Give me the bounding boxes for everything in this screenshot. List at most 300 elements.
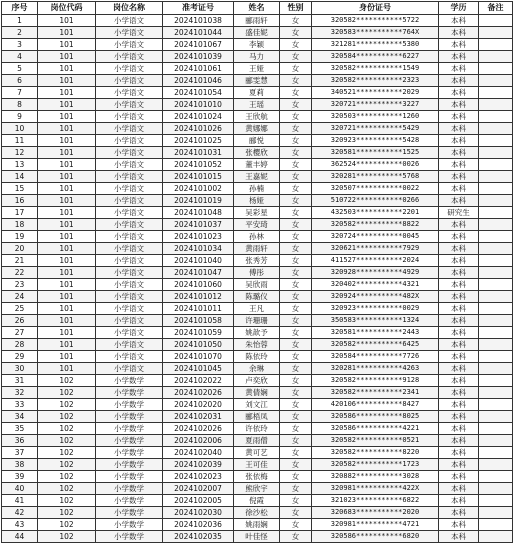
col-name-cell: 张樱欣 (234, 147, 280, 159)
col-post-code-cell: 101 (38, 51, 96, 63)
col-post-name-cell: 小学语文 (96, 339, 163, 351)
col-gender-cell: 女 (280, 315, 312, 327)
col-index-cell: 38 (2, 459, 38, 471)
col-name-cell: 倪霞 (234, 495, 280, 507)
col-education-cell: 本科 (439, 27, 479, 39)
col-post-code-cell: 102 (38, 387, 96, 399)
table-row (2, 495, 513, 507)
table-row (2, 171, 513, 183)
col-exam-number-cell: 2024102023 (163, 471, 234, 483)
col-index-cell: 21 (2, 255, 38, 267)
col-post-code-cell: 102 (38, 519, 96, 531)
col-gender-cell: 女 (280, 363, 312, 375)
col-index-cell: 29 (2, 351, 38, 363)
col-education-cell: 本科 (439, 159, 479, 171)
col-id-number-cell: 320981***********4721 (312, 519, 439, 531)
col-post-name-cell: 小学数学 (96, 399, 163, 411)
col-education-cell: 本科 (439, 243, 479, 255)
col-name-cell: 董丰婷 (234, 159, 280, 171)
col-remarks-cell (479, 375, 513, 387)
col-gender-cell: 女 (280, 267, 312, 279)
col-gender-cell: 女 (280, 411, 312, 423)
col-post-name-cell: 小学语文 (96, 135, 163, 147)
table-row (2, 411, 513, 423)
col-gender-cell: 女 (280, 351, 312, 363)
header-col-remarks: 备注 (479, 2, 513, 15)
col-education-cell: 本科 (439, 303, 479, 315)
col-education-cell: 本科 (439, 519, 479, 531)
col-gender-cell: 女 (280, 171, 312, 183)
col-gender-cell: 女 (280, 243, 312, 255)
col-post-code-cell: 101 (38, 87, 96, 99)
table-row (2, 327, 513, 339)
col-exam-number-cell: 2024101040 (163, 255, 234, 267)
col-name-cell: 姚雨娴 (234, 519, 280, 531)
col-exam-number-cell: 2024101045 (163, 363, 234, 375)
col-index-cell: 20 (2, 243, 38, 255)
col-id-number-cell: 320584***********7726 (312, 351, 439, 363)
col-post-name-cell: 小学语文 (96, 243, 163, 255)
col-exam-number-cell: 2024101047 (163, 267, 234, 279)
col-exam-number-cell: 2024101025 (163, 135, 234, 147)
col-post-name-cell: 小学语文 (96, 51, 163, 63)
col-index-cell: 25 (2, 303, 38, 315)
table-row (2, 183, 513, 195)
col-id-number-cell: 320507***********0022 (312, 183, 439, 195)
col-index-cell: 18 (2, 219, 38, 231)
col-name-cell: 夏莉 (234, 87, 280, 99)
col-id-number-cell: 320923***********5428 (312, 135, 439, 147)
col-remarks-cell (479, 531, 513, 543)
col-index-cell: 23 (2, 279, 38, 291)
col-id-number-cell: 321281***********5380 (312, 39, 439, 51)
col-id-number-cell: 320882***********3028 (312, 471, 439, 483)
col-index-cell: 22 (2, 267, 38, 279)
col-name-cell: 杨娅 (234, 195, 280, 207)
col-post-name-cell: 小学语文 (96, 303, 163, 315)
table-row (2, 279, 513, 291)
col-post-name-cell: 小学数学 (96, 483, 163, 495)
col-remarks-cell (479, 363, 513, 375)
col-education-cell: 本科 (439, 15, 479, 27)
col-name-cell: 陈璐仪 (234, 291, 280, 303)
col-name-cell: 吴彩星 (234, 207, 280, 219)
col-name-cell: 李颖 (234, 39, 280, 51)
col-id-number-cell: 320721***********3227 (312, 99, 439, 111)
header-row (2, 2, 513, 15)
col-remarks-cell (479, 195, 513, 207)
col-index-cell: 19 (2, 231, 38, 243)
col-index-cell: 14 (2, 171, 38, 183)
col-remarks-cell (479, 303, 513, 315)
col-name-cell: 姚歆予 (234, 327, 280, 339)
col-gender-cell: 女 (280, 339, 312, 351)
col-index-cell: 4 (2, 51, 38, 63)
col-remarks-cell (479, 39, 513, 51)
col-post-name-cell: 小学数学 (96, 375, 163, 387)
col-education-cell: 本科 (439, 423, 479, 435)
col-index-cell: 39 (2, 471, 38, 483)
col-education-cell: 本科 (439, 39, 479, 51)
col-exam-number-cell: 2024101067 (163, 39, 234, 51)
col-name-cell: 熊欣宇 (234, 483, 280, 495)
table-row (2, 375, 513, 387)
col-name-cell: 盛佳妮 (234, 27, 280, 39)
col-name-cell: 王可佳 (234, 459, 280, 471)
col-education-cell: 本科 (439, 123, 479, 135)
col-index-cell: 1 (2, 15, 38, 27)
col-education-cell: 本科 (439, 111, 479, 123)
col-education-cell: 本科 (439, 447, 479, 459)
col-remarks-cell (479, 75, 513, 87)
col-remarks-cell (479, 147, 513, 159)
col-gender-cell: 女 (280, 327, 312, 339)
col-post-code-cell: 101 (38, 207, 96, 219)
col-post-name-cell: 小学语文 (96, 171, 163, 183)
table-row (2, 399, 513, 411)
col-index-cell: 5 (2, 63, 38, 75)
col-gender-cell: 女 (280, 87, 312, 99)
col-remarks-cell (479, 495, 513, 507)
col-index-cell: 7 (2, 87, 38, 99)
col-name-cell: 卢奕欣 (234, 375, 280, 387)
col-post-code-cell: 101 (38, 123, 96, 135)
col-id-number-cell: 320981***********422X (312, 483, 439, 495)
col-education-cell: 本科 (439, 459, 479, 471)
col-post-code-cell: 101 (38, 291, 96, 303)
col-post-code-cell: 101 (38, 99, 96, 111)
col-post-name-cell: 小学语文 (96, 111, 163, 123)
col-exam-number-cell: 2024101058 (163, 315, 234, 327)
col-post-code-cell: 102 (38, 399, 96, 411)
table-row (2, 63, 513, 75)
col-remarks-cell (479, 279, 513, 291)
col-exam-number-cell: 2024102040 (163, 447, 234, 459)
col-id-number-cell: 320582***********2341 (312, 387, 439, 399)
table-row (2, 387, 513, 399)
col-gender-cell: 女 (280, 15, 312, 27)
col-post-name-cell: 小学语文 (96, 279, 163, 291)
col-post-code-cell: 101 (38, 303, 96, 315)
col-index-cell: 34 (2, 411, 38, 423)
col-post-name-cell: 小学语文 (96, 207, 163, 219)
col-post-name-cell: 小学语文 (96, 195, 163, 207)
col-post-code-cell: 101 (38, 111, 96, 123)
col-gender-cell: 女 (280, 111, 312, 123)
col-name-cell: 黄可艺 (234, 447, 280, 459)
col-exam-number-cell: 2024101010 (163, 99, 234, 111)
col-gender-cell: 女 (280, 123, 312, 135)
table-row (2, 483, 513, 495)
col-exam-number-cell: 2024102036 (163, 519, 234, 531)
col-remarks-cell (479, 207, 513, 219)
col-id-number-cell: 320281***********4263 (312, 363, 439, 375)
col-education-cell: 本科 (439, 75, 479, 87)
col-post-code-cell: 101 (38, 75, 96, 87)
col-gender-cell: 女 (280, 507, 312, 519)
col-id-number-cell: 320928***********4929 (312, 267, 439, 279)
col-id-number-cell: 362524***********0026 (312, 159, 439, 171)
col-remarks-cell (479, 315, 513, 327)
col-post-code-cell: 102 (38, 471, 96, 483)
col-exam-number-cell: 2024101031 (163, 147, 234, 159)
col-name-cell: 王娅 (234, 63, 280, 75)
col-post-name-cell: 小学语文 (96, 315, 163, 327)
col-name-cell: 平安琦 (234, 219, 280, 231)
table-row (2, 75, 513, 87)
col-post-code-cell: 101 (38, 339, 96, 351)
header-col-gender: 性别 (280, 2, 312, 15)
col-post-name-cell: 小学数学 (96, 387, 163, 399)
col-post-code-cell: 102 (38, 411, 96, 423)
col-education-cell: 本科 (439, 507, 479, 519)
col-post-name-cell: 小学数学 (96, 423, 163, 435)
col-post-name-cell: 小学语文 (96, 159, 163, 171)
col-name-cell: 黄娜娜 (234, 123, 280, 135)
table-row (2, 87, 513, 99)
col-post-code-cell: 101 (38, 363, 96, 375)
col-exam-number-cell: 2024102026 (163, 423, 234, 435)
table-row (2, 27, 513, 39)
header-col-education: 学历 (439, 2, 479, 15)
col-education-cell: 本科 (439, 63, 479, 75)
col-name-cell: 郦悦 (234, 135, 280, 147)
col-name-cell: 马力 (234, 51, 280, 63)
header-col-post-code: 岗位代码 (38, 2, 96, 15)
col-education-cell: 本科 (439, 171, 479, 183)
col-index-cell: 8 (2, 99, 38, 111)
col-exam-number-cell: 2024102005 (163, 495, 234, 507)
col-id-number-cell: 320582***********1723 (312, 459, 439, 471)
col-post-name-cell: 小学语文 (96, 63, 163, 75)
table-row (2, 255, 513, 267)
table-row (2, 99, 513, 111)
col-remarks-cell (479, 483, 513, 495)
col-education-cell: 本科 (439, 255, 479, 267)
col-exam-number-cell: 2024102030 (163, 507, 234, 519)
col-post-name-cell: 小学语文 (96, 147, 163, 159)
col-index-cell: 37 (2, 447, 38, 459)
col-id-number-cell: 320581***********1525 (312, 147, 439, 159)
col-remarks-cell (479, 123, 513, 135)
col-gender-cell: 女 (280, 519, 312, 531)
results-table (1, 1, 513, 543)
table-row (2, 447, 513, 459)
col-name-cell: 郦雨轩 (234, 15, 280, 27)
col-name-cell: 孙楠 (234, 183, 280, 195)
col-remarks-cell (479, 351, 513, 363)
col-id-number-cell: 320582***********1549 (312, 63, 439, 75)
table-row (2, 159, 513, 171)
col-exam-number-cell: 2024101054 (163, 87, 234, 99)
col-gender-cell: 女 (280, 231, 312, 243)
col-index-cell: 27 (2, 327, 38, 339)
col-name-cell: 夏雨僧 (234, 435, 280, 447)
col-education-cell: 本科 (439, 483, 479, 495)
col-gender-cell: 女 (280, 183, 312, 195)
col-remarks-cell (479, 135, 513, 147)
col-gender-cell: 女 (280, 471, 312, 483)
col-gender-cell: 女 (280, 495, 312, 507)
col-post-name-cell: 小学数学 (96, 471, 163, 483)
col-exam-number-cell: 2024101015 (163, 171, 234, 183)
col-gender-cell: 女 (280, 207, 312, 219)
col-education-cell: 本科 (439, 99, 479, 111)
col-gender-cell: 女 (280, 27, 312, 39)
col-index-cell: 10 (2, 123, 38, 135)
col-gender-cell: 女 (280, 147, 312, 159)
col-post-name-cell: 小学语文 (96, 123, 163, 135)
col-gender-cell: 女 (280, 483, 312, 495)
col-education-cell: 本科 (439, 399, 479, 411)
table-row (2, 231, 513, 243)
col-index-cell: 26 (2, 315, 38, 327)
col-post-code-cell: 101 (38, 39, 96, 51)
col-name-cell: 孙林 (234, 231, 280, 243)
table-row (2, 195, 513, 207)
col-post-name-cell: 小学语文 (96, 267, 163, 279)
col-index-cell: 32 (2, 387, 38, 399)
col-exam-number-cell: 2024101060 (163, 279, 234, 291)
col-name-cell: 余琳 (234, 363, 280, 375)
col-post-code-cell: 101 (38, 135, 96, 147)
col-post-code-cell: 101 (38, 327, 96, 339)
col-index-cell: 35 (2, 423, 38, 435)
table-row (2, 267, 513, 279)
col-id-number-cell: 320582***********2323 (312, 75, 439, 87)
col-index-cell: 13 (2, 159, 38, 171)
col-post-code-cell: 102 (38, 507, 96, 519)
col-post-name-cell: 小学语文 (96, 255, 163, 267)
col-remarks-cell (479, 255, 513, 267)
col-exam-number-cell: 2024101012 (163, 291, 234, 303)
col-post-name-cell: 小学语文 (96, 291, 163, 303)
col-post-code-cell: 101 (38, 267, 96, 279)
col-remarks-cell (479, 471, 513, 483)
table-row (2, 531, 513, 543)
col-name-cell: 吴欣雨 (234, 279, 280, 291)
col-remarks-cell (479, 339, 513, 351)
col-id-number-cell: 320586***********6820 (312, 531, 439, 543)
header-col-post-name: 岗位名称 (96, 2, 163, 15)
header-col-id-number: 身份证号 (312, 2, 439, 15)
table-row (2, 39, 513, 51)
col-education-cell: 本科 (439, 291, 479, 303)
col-gender-cell: 女 (280, 135, 312, 147)
col-post-name-cell: 小学数学 (96, 519, 163, 531)
col-education-cell: 本科 (439, 51, 479, 63)
col-post-name-cell: 小学语文 (96, 351, 163, 363)
col-post-code-cell: 101 (38, 315, 96, 327)
col-education-cell: 本科 (439, 387, 479, 399)
col-remarks-cell (479, 63, 513, 75)
col-education-cell: 本科 (439, 267, 479, 279)
col-education-cell: 本科 (439, 339, 479, 351)
col-exam-number-cell: 2024101059 (163, 327, 234, 339)
col-index-cell: 15 (2, 183, 38, 195)
col-index-cell: 12 (2, 147, 38, 159)
col-name-cell: 陈依玲 (234, 351, 280, 363)
col-post-name-cell: 小学数学 (96, 531, 163, 543)
col-remarks-cell (479, 267, 513, 279)
col-exam-number-cell: 2024101050 (163, 339, 234, 351)
col-id-number-cell: 320683***********2020 (312, 507, 439, 519)
col-name-cell: 张秀芳 (234, 255, 280, 267)
header-col-name: 姓名 (234, 2, 280, 15)
table-row (2, 111, 513, 123)
col-index-cell: 30 (2, 363, 38, 375)
col-index-cell: 44 (2, 531, 38, 543)
table-row (2, 303, 513, 315)
table-row (2, 219, 513, 231)
col-exam-number-cell: 2024101026 (163, 123, 234, 135)
col-exam-number-cell: 2024102022 (163, 375, 234, 387)
col-exam-number-cell: 2024101046 (163, 75, 234, 87)
col-id-number-cell: 320582***********5722 (312, 15, 439, 27)
col-remarks-cell (479, 519, 513, 531)
col-exam-number-cell: 2024101011 (163, 303, 234, 315)
col-post-name-cell: 小学语文 (96, 39, 163, 51)
col-id-number-cell: 350583***********1324 (312, 315, 439, 327)
col-remarks-cell (479, 387, 513, 399)
col-index-cell: 40 (2, 483, 38, 495)
col-post-name-cell: 小学数学 (96, 495, 163, 507)
col-remarks-cell (479, 111, 513, 123)
col-id-number-cell: 320586***********4221 (312, 423, 439, 435)
col-exam-number-cell: 2024102035 (163, 531, 234, 543)
col-id-number-cell: 432503***********2201 (312, 207, 439, 219)
col-remarks-cell (479, 243, 513, 255)
table-row (2, 291, 513, 303)
col-name-cell: 王瑶 (234, 99, 280, 111)
col-name-cell: 徐沙松 (234, 507, 280, 519)
col-education-cell: 本科 (439, 495, 479, 507)
col-post-code-cell: 102 (38, 375, 96, 387)
col-education-cell: 本科 (439, 279, 479, 291)
col-post-code-cell: 101 (38, 279, 96, 291)
col-gender-cell: 女 (280, 75, 312, 87)
col-education-cell: 本科 (439, 363, 479, 375)
table-row (2, 519, 513, 531)
col-remarks-cell (479, 183, 513, 195)
col-name-cell: 王凡 (234, 303, 280, 315)
col-name-cell: 郦梧凤 (234, 411, 280, 423)
col-remarks-cell (479, 27, 513, 39)
col-exam-number-cell: 2024101048 (163, 207, 234, 219)
col-gender-cell: 女 (280, 303, 312, 315)
col-remarks-cell (479, 51, 513, 63)
col-education-cell: 本科 (439, 195, 479, 207)
col-post-code-cell: 102 (38, 495, 96, 507)
col-post-name-cell: 小学语文 (96, 15, 163, 27)
col-gender-cell: 女 (280, 195, 312, 207)
col-post-code-cell: 102 (38, 435, 96, 447)
header-col-index: 序号 (2, 2, 38, 15)
col-index-cell: 31 (2, 375, 38, 387)
col-index-cell: 36 (2, 435, 38, 447)
col-post-code-cell: 101 (38, 15, 96, 27)
table-row (2, 123, 513, 135)
col-education-cell: 本科 (439, 87, 479, 99)
table-row (2, 459, 513, 471)
col-post-name-cell: 小学语文 (96, 219, 163, 231)
col-id-number-cell: 340521***********2029 (312, 87, 439, 99)
col-id-number-cell: 320924***********482X (312, 291, 439, 303)
col-index-cell: 42 (2, 507, 38, 519)
col-education-cell: 研究生 (439, 207, 479, 219)
table-row (2, 315, 513, 327)
col-post-code-cell: 102 (38, 483, 96, 495)
